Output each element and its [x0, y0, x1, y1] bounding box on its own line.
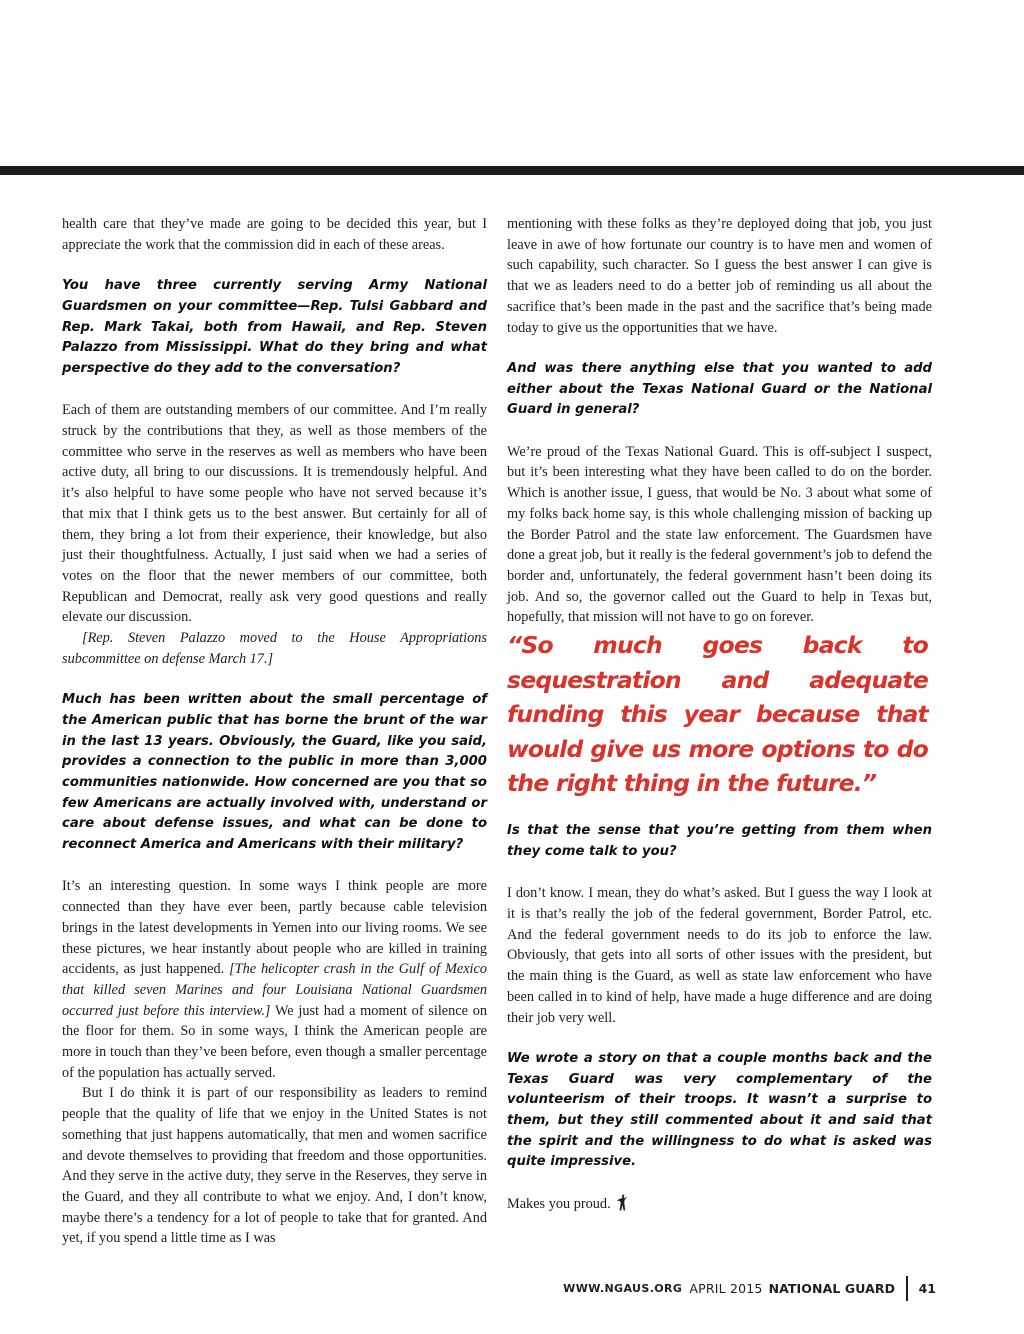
- question-sense: Is that the sense that you’re getting from them when they come talk to you?: [507, 823, 932, 859]
- paragraph-continued: mentioning with these folks as they’re deployed doing that job, you just leave in awe of how fortunate our country is to have men and women of such capability, such character. So I guess the best answer I can give is that we as leaders need to do a better job of reminding us all about the sacrifice that’s been made in the past and the sacrifice that’s being made today to give us the opportunities that we have.: [507, 216, 932, 336]
- footer-date: APRIL 2015: [689, 1281, 763, 1296]
- question-anything-else: And was there anything else that you wanted to add either about the Texas National Guard or the National Guard in general?: [507, 360, 932, 418]
- footer-magazine: NATIONAL GUARD: [768, 1281, 896, 1296]
- editor-note-helicopter: [The helicopter crash in the Gulf of Mexico that killed seven Marines and four Louisiana National Guardsmen occurred just before this interview.]: [62, 961, 488, 1019]
- answer-connected-part2: We just had a moment of silence on the floor for them. So in some ways, I think the American people are more in touch than they’ve been before, even though a smaller percentage of the population has actually served.: [62, 1002, 487, 1081]
- closing-text: Makes you proud.: [507, 1195, 611, 1212]
- header-rule: [0, 166, 1024, 175]
- right-column: [507, 214, 932, 1218]
- page-number: 41: [918, 1281, 936, 1296]
- answer-committee-guardsmen: Each of them are outstanding members of our committee. And I’m really struck by the contributions that they, as well as those members of the committee who serve in the reserves as well as members who have been active duty, all bring to our discussions. It is tremendously helpful. And it’s also helpful to have some people who have not served because it’s that mix that I think gets us to the best answer. But certainly for all of them, they bring a lot from their experience, their knowledge, but also just their thoughtfulness. Actually, I just said when we had a series of votes on the floor that the newer members of our committee, both Republican and Democrat, really ask very good questions and really elevate our discussion.: [62, 402, 487, 626]
- left-column: [62, 214, 487, 1249]
- footer-separator: [906, 1276, 908, 1301]
- question-committee-guardsmen: You have three currently serving Army National Guardsmen on your committee—Rep. Tulsi Gabbard and Rep. Mark Takai, both from Hawaii, and Rep. Steven Palazzo from Mississippi. What do they bring and what perspective do they add to the conversation?: [62, 278, 487, 376]
- question-small-percentage: Much has been written about the small percentage of the American public that has borne the brunt of the war in the last 13 years. Obviously, the Guard, like you said, provides a connection to the public in more than 3,000 communities nationwide. How concerned are you that so few Americans are actually involved with, understand or care about defense issues, and what can be done to reconnect America and Americans with their military?: [62, 692, 487, 853]
- minuteman-icon: [617, 1194, 627, 1218]
- pull-quote: “So much goes back to sequestration and adequate funding this year because that would give us more options to do the right thing in the future.”: [507, 631, 928, 798]
- answer-connected: [62, 876, 487, 1083]
- paragraph-intro: health care that they’ve made are going to be decided this year, but I appreciate the work that the commission did in each of these areas.: [62, 216, 487, 253]
- question-story: We wrote a story on that a couple months back and the Texas Guard was very complementary of the volunteerism of their troops. It wasn’t a surprise to them, but they still commented about it and said that the spirit and the willingness to do what is asked was quite impressive.: [507, 1050, 932, 1170]
- answer-texas-guard: We’re proud of the Texas National Guard. This is off-subject I suspect, but it’s been interesting what they have been called to do on the border. Which is another issue, I guess, that would be No. 3 about what some of my folks back home say, is this whole challenging mission of backing up the Border Patrol and the state law enforcement. The Guardsmen have done a great job, but it really is the federal government’s job to defend the border and, unfortunately, the federal government hasn’t been doing its job. And so, the governor called out the Guard to help in Texas but, hopefully, that mission will not have to go on forever.: [507, 443, 932, 626]
- footer-url: WWW.NGAUS.ORG: [563, 1282, 683, 1295]
- answer-connected-part1: It’s an interesting question. In some ways I think people are more connected than they have ever been, partly because cable television brings in the latest developments in Yemen into our living rooms. We see these pictures, we hear instantly about people who are killed in training accidents, as just happened.: [62, 878, 487, 978]
- page-footer: [563, 1276, 936, 1301]
- answer-responsibility: But I do think it is part of our responsibility as leaders to remind people that the quality of life that we enjoy in the United States is not something that just happens automatically, that men and women sacrifice and devote themselves to providing that freedom and those opportunities. And they serve in the active duty, they serve in the Reserves, they serve in the Guard, and they all contribute to what we enjoy. And, I don’t know, maybe there’s a tendency for a lot of people to take that for granted. And yet, if you spend a little time as I was: [62, 1085, 487, 1247]
- closing-line: [507, 1194, 932, 1218]
- editor-note-palazzo: [Rep. Steven Palazzo moved to the House Appropriations subcommittee on defense March 17.]: [62, 630, 487, 667]
- answer-federal-job: I don’t know. I mean, they do what’s asked. But I guess the way I look at it is that’s really the job of the federal government, Border Patrol, etc. And the federal government needs to do its job to enforce the law. Obviously, that gets into all sorts of other issues with the president, but the main thing is the Guard, as well as state law enforcement who have been called in to kind of help, have made a huge difference and are doing their job very well.: [507, 885, 932, 1026]
